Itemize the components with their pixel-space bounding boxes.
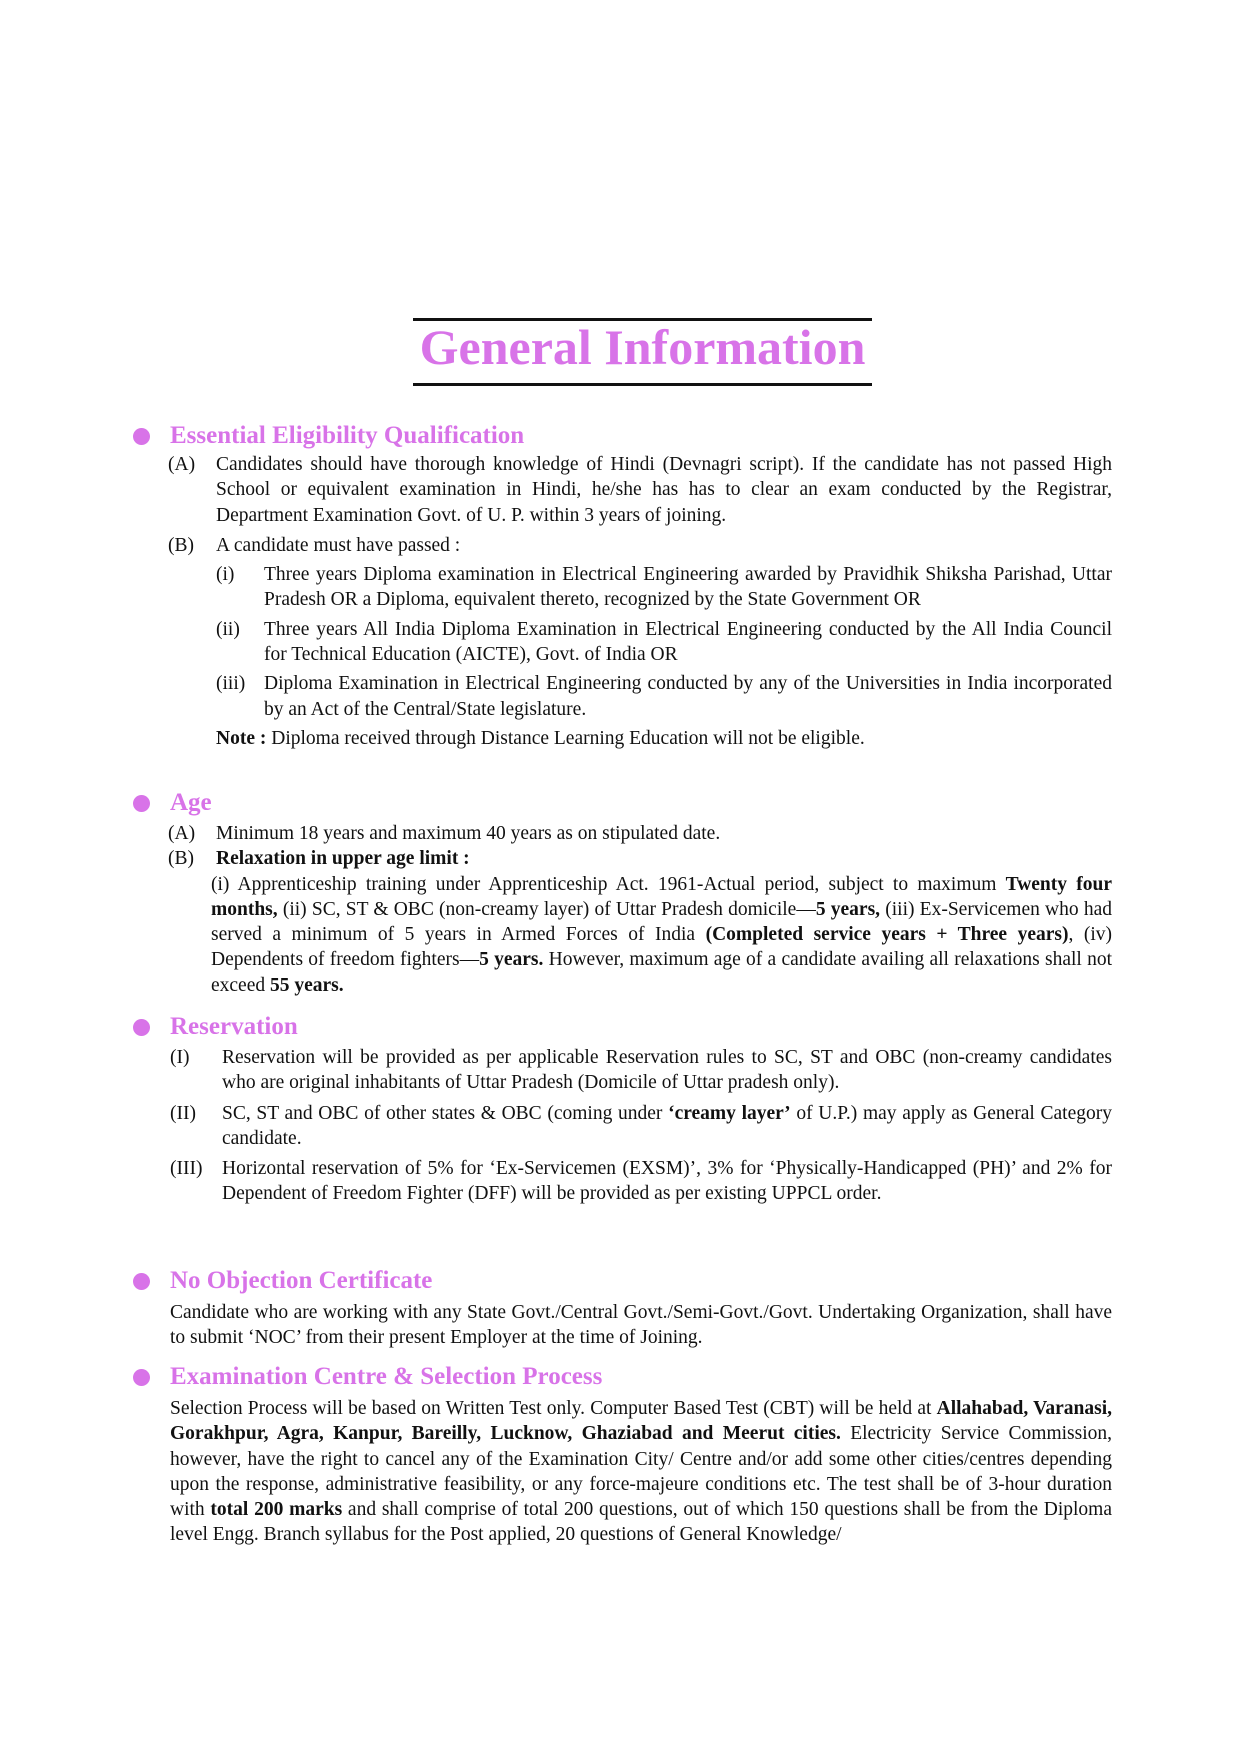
exam-emphasis: total 200 marks	[210, 1499, 343, 1521]
section-title: Reservation	[170, 1013, 298, 1040]
section-header	[0, 788, 1240, 818]
section-header	[0, 421, 1240, 451]
item-text: Minimum 18 years and maximum 40 years as on stipulated date.	[216, 823, 721, 844]
section-age	[0, 788, 1240, 998]
bullet-icon	[133, 1369, 150, 1386]
relax-emphasis: 55 years.	[270, 974, 344, 996]
age-relaxation-paragraph	[211, 872, 1112, 998]
eligibility-note	[216, 726, 1112, 751]
item-label: (III)	[170, 1158, 203, 1180]
relax-text: However, maximum age of a candidate availing all relaxations shall not exceed	[211, 949, 1112, 996]
page-title: General Information	[419, 319, 866, 375]
item-text: Candidates should have thorough knowledge of Hindi (Devnagri script). If the candidate has not passed High School or equivalent examination in Hindi, he/she has has to clear an exam conducted by the Registrar, Department Examination Govt. of U. P. within 3 years of joining.	[216, 454, 1112, 526]
relax-text: , (iv) Dependents of freedom fighters—	[211, 924, 1113, 971]
bullet-icon	[133, 1019, 150, 1036]
relax-text: (iii) Ex-Servicemen who had served a minimum of 5 years in Armed Forces of India	[211, 898, 1112, 946]
item-text: Reservation will be provided as per applicable Reservation rules to SC, ST and OBC (non-creamy candidates who are original inhabitants of Uttar Pradesh (Domicile of Uttar pradesh only).	[222, 1047, 1112, 1094]
relax-emphasis: 5 years,	[815, 898, 881, 920]
section-header	[0, 1266, 1240, 1296]
relax-emphasis: Twenty four months,	[211, 873, 1112, 920]
eligibility-subitem-i	[216, 562, 1112, 613]
exam-text: Electricity Service Commission, however, have the right to cancel any of the Examination City/ Centre and/or add some other cities/centres depending upon the response, administrative feasibility, or any force-majeure conditions etc. The test shall be of 3-hour duration with	[170, 1423, 1112, 1521]
exam-text: and shall comprise of total 200 questions, out of which 150 questions shall be from the Diploma level Engg. Branch syllabus for the Post applied, 20 questions of General Knowledge/	[170, 1499, 1113, 1546]
age-item-b	[168, 846, 1112, 871]
item-text-part: SC, ST and OBC of other states & OBC (coming under	[222, 1102, 669, 1124]
item-text: Horizontal reservation of 5% for ‘Ex-Servicemen (EXSM)’, 3% for ‘Physically-Handicapped (PH)’ and 2% for Dependent of Freedom Fighter (DFF) will be provided as per existing UPPCL order.	[222, 1158, 1112, 1205]
subitem-text: Three years Diploma examination in Electrical Engineering awarded by Pravidhik Shiksha Parishad, Uttar Pradesh OR a Diploma, equivalent thereto, recognized by the State Government OR	[264, 564, 1112, 611]
relax-emphasis: (Completed service years + Three years)	[705, 924, 1069, 946]
subitem-label: (ii)	[216, 618, 240, 640]
item-text-part: of U.P.) may apply as General Category candidate.	[222, 1102, 1112, 1149]
reservation-item-3	[170, 1156, 1112, 1207]
exam-paragraph	[170, 1396, 1112, 1548]
subitem-text: Diploma Examination in Electrical Engineering conducted by any of the Universities in India incorporated by an Act of the Central/State legislature.	[264, 673, 1112, 720]
bullet-icon	[133, 428, 150, 445]
section-exam	[0, 1362, 1240, 1548]
relax-emphasis: 5 years.	[479, 949, 544, 971]
eligibility-subitem-ii	[216, 617, 1112, 668]
relax-text: (ii) SC, ST & OBC (non-creamy layer) of Uttar Pradesh domicile—	[277, 898, 816, 920]
eligibility-item-a	[168, 452, 1112, 528]
item-label: (B)	[168, 848, 194, 870]
reservation-item-2	[170, 1101, 1112, 1152]
section-title: Examination Centre & Selection Process	[170, 1363, 603, 1390]
item-text: Relaxation in upper age limit :	[216, 848, 470, 870]
noc-paragraph: Candidate who are working with any State Govt./Central Govt./Semi-Govt./Govt. Undertaking Organization, shall have to submit ‘NOC’ from their present Employer at the time of Joining.	[170, 1302, 1112, 1349]
section-reservation	[0, 1012, 1240, 1207]
reservation-item-1	[170, 1045, 1112, 1096]
item-text: A candidate must have passed :	[216, 534, 461, 556]
section-title: No Objection Certificate	[170, 1267, 433, 1294]
bullet-icon	[133, 1273, 150, 1290]
item-label: (I)	[170, 1047, 190, 1068]
section-header	[0, 1362, 1240, 1392]
item-label: (A)	[168, 454, 196, 475]
item-text	[222, 1101, 1112, 1152]
item-text-emphasis: ‘creamy layer’	[668, 1102, 791, 1124]
eligibility-item-b	[168, 533, 1112, 558]
section-noc	[0, 1266, 1240, 1351]
item-label: (A)	[168, 823, 196, 844]
section-header	[0, 1012, 1240, 1042]
note-text: Diploma received through Distance Learning Education will not be eligible.	[271, 727, 865, 749]
section-title: Age	[170, 789, 212, 816]
item-label: (B)	[168, 534, 194, 556]
section-eligibility	[0, 421, 1240, 751]
section-title: Essential Eligibility Qualification	[170, 422, 525, 449]
age-item-a	[168, 821, 1112, 846]
bullet-icon	[133, 795, 150, 812]
relax-text: (i) Apprenticeship training under Apprenticeship Act. 1961-Actual period, subject to maximum	[211, 873, 1006, 895]
note-label: Note :	[216, 727, 267, 749]
exam-text: Selection Process will be based on Written Test only. Computer Based Test (CBT) will be held at	[170, 1398, 937, 1419]
title-bottom-rule	[413, 383, 872, 386]
exam-emphasis: Allahabad, Varanasi, Gorakhpur, Agra, Kanpur, Bareilly, Lucknow, Ghaziabad and Meerut cities.	[170, 1398, 1112, 1445]
subitem-label: (i)	[216, 564, 235, 586]
subitem-text: Three years All India Diploma Examination in Electrical Engineering conducted by the All India Council for Technical Education (AICTE), Govt. of India OR	[264, 618, 1112, 666]
eligibility-subitem-iii	[216, 671, 1112, 722]
item-label: (II)	[170, 1102, 196, 1124]
subitem-label: (iii)	[216, 673, 246, 695]
